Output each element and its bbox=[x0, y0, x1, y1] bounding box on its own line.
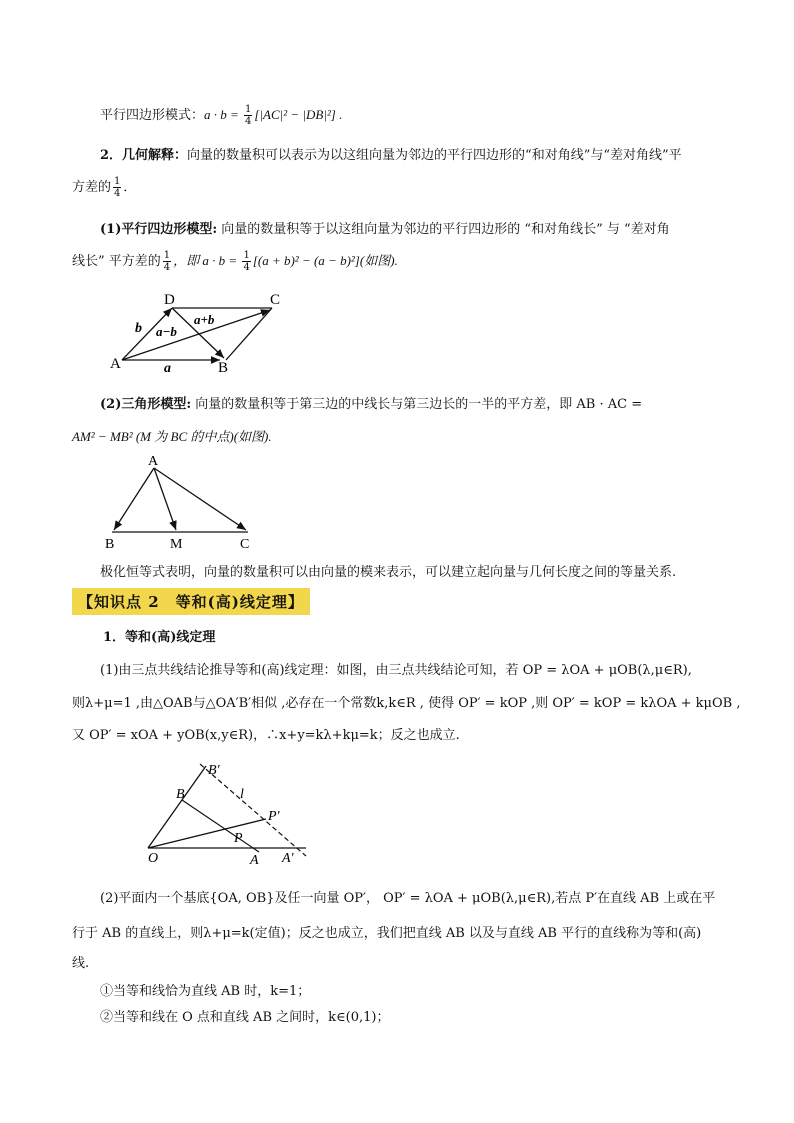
fraction-quarter-4: $\frac{1}{4}$ bbox=[243, 250, 250, 273]
parallelogram-figure bbox=[100, 288, 310, 378]
label-C: C bbox=[270, 292, 281, 308]
label-a-minus-b: a−b bbox=[156, 324, 177, 339]
case-2: ②当等和线在 O 点和直线 AB 之间时，k∈(0,1)； bbox=[100, 1010, 390, 1025]
label-C: C bbox=[240, 537, 250, 552]
label-A: A bbox=[148, 454, 159, 469]
fraction-quarter: $\frac{1}{4}$ bbox=[245, 104, 252, 127]
edge-bc bbox=[226, 308, 272, 360]
vector-ac bbox=[154, 468, 246, 530]
model1-text: 向量的数量积等于以这组向量为邻边的平行四边形的 “和对角线长” 与 “差对角 bbox=[217, 222, 670, 237]
label-a-plus-b: a+b bbox=[194, 312, 215, 327]
geo-title: 2．几何解释： bbox=[100, 148, 188, 163]
model2-line-2 bbox=[72, 426, 272, 445]
label-P-prime: P′ bbox=[268, 809, 280, 824]
geo-explain-line-2 bbox=[72, 176, 136, 199]
label-B-prime: B′ bbox=[208, 763, 220, 778]
model2-text: 向量的数量积等于第三边的中线长与第三边长的一半的平方差，即 AB · AC = bbox=[191, 397, 643, 412]
label-A: A bbox=[250, 853, 259, 868]
label-b: b bbox=[135, 321, 142, 336]
parallelogram-mode-line bbox=[100, 104, 342, 127]
paragraph-line-5: 行于 AB 的直线上，则λ+μ=k(定值)；反之也成立，我们把直线 AB 以及与直线 AB 平行的直线称为等和(高) bbox=[72, 926, 702, 941]
paragraph-line-1: (1)由三点共线结论推导等和(高)线定理：如图，由三点共线结论可知，若 OP = λOA + μOB(λ,μ∈R), bbox=[100, 663, 692, 678]
label-B: B bbox=[176, 787, 185, 802]
label-l: l bbox=[240, 787, 244, 802]
label-O: O bbox=[148, 851, 159, 866]
model1-label: (1)平行四边形模型: bbox=[100, 222, 218, 237]
geo-explain-line bbox=[100, 144, 682, 163]
equal-sum-figure bbox=[136, 756, 336, 868]
polar-summary: 极化恒等式表明，向量的数量积可以由向量的模来表示，可以建立起向量与几何长度之间的等量关系. bbox=[100, 565, 677, 580]
model1-line bbox=[100, 218, 670, 237]
label-D: D bbox=[164, 292, 175, 308]
case-1: ①当等和线恰为直线 AB 时，k=1； bbox=[100, 984, 311, 999]
label-a: a bbox=[164, 361, 171, 376]
line-ab bbox=[182, 800, 259, 852]
mode-formula-rhs: [|AC|² − |DB|²] . bbox=[254, 107, 343, 122]
label-P: P bbox=[234, 831, 243, 846]
model2-label: (2)三角形模型: bbox=[100, 397, 192, 412]
model1-line-2 bbox=[72, 250, 398, 273]
triangle-figure bbox=[100, 452, 270, 552]
label-A-prime: A′ bbox=[282, 851, 294, 866]
mode-formula-lhs: a · b = bbox=[204, 107, 243, 122]
model1-text-2b: ，即 a · b = bbox=[173, 253, 241, 268]
label-A: A bbox=[110, 356, 121, 372]
geo-text: 向量的数量积可以表示为以这组向量为邻边的平行四边形的“和对角线”与“差对角线”平 bbox=[187, 148, 682, 163]
geo-text-2: 方差的 bbox=[72, 180, 112, 195]
section-heading: 【知识点 2 等和(高)线定理】 bbox=[72, 588, 310, 615]
model2-line bbox=[100, 393, 642, 412]
label-M: M bbox=[170, 537, 183, 552]
paragraph-line-6: 线. bbox=[72, 956, 90, 971]
fraction-quarter-3: $\frac{1}{4}$ bbox=[163, 250, 171, 273]
model1-text-2: 线长” 平方差的 bbox=[72, 254, 161, 269]
mode-label: 平行四边形模式： bbox=[100, 108, 205, 123]
paragraph-line-3: 又 OP′ = xOA + yOB(x,y∈R)，∴x+y=kλ+kμ=k；反之也成立. bbox=[72, 728, 460, 743]
model1-text-2c: [(a + b)² − (a − b)²](如图). bbox=[252, 253, 398, 268]
label-B: B bbox=[105, 537, 115, 552]
fraction-quarter-2: $\frac{1}{4}$ bbox=[114, 176, 121, 199]
subheading-theorem: 1．等和(高)线定理 bbox=[103, 630, 216, 645]
geo-text-2-end: ． bbox=[123, 180, 137, 195]
paragraph-line-2: 则λ+μ=1 ,由△OAB与△OA′B′相似 ,必存在一个常数k,k∈R , 使得 OP′ = kOP ,则 OP′ = kOP = kλOA + kμOB , bbox=[72, 696, 741, 711]
paragraph-line-4: (2)平面内一个基底{OA, OB}及任一向量 OP′， OP′ = λOA + μOB(λ,μ∈R),若点 P′在直线 AB 上或在平 bbox=[100, 891, 716, 906]
vector-ab bbox=[114, 468, 154, 530]
vector-am bbox=[154, 468, 176, 530]
label-B: B bbox=[218, 360, 229, 376]
model2-text-2: AM² − MB² (M 为 BC 的中点)(如图). bbox=[72, 429, 272, 444]
